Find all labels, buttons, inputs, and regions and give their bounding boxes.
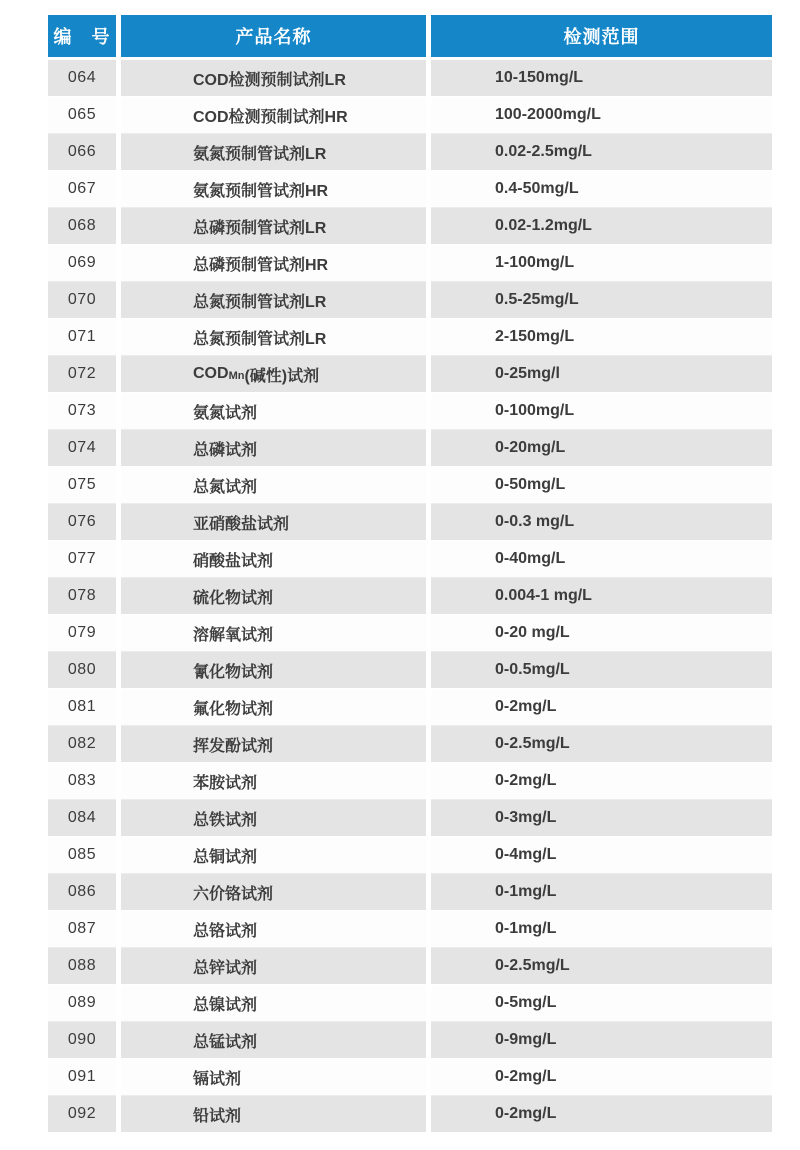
product-name: 氨氮预制管试剂HR (121, 171, 426, 207)
table-row (48, 282, 772, 318)
table-row (48, 874, 772, 910)
product-code: 079 (48, 615, 116, 651)
product-table (48, 15, 772, 1133)
detection-range: 1-100mg/L (431, 245, 772, 281)
product-code: 076 (48, 504, 116, 540)
product-code: 086 (48, 874, 116, 910)
detection-range: 0-20 mg/L (431, 615, 772, 651)
product-name: 硝酸盐试剂 (121, 541, 426, 577)
header-cell-code: 编 号 (48, 15, 116, 57)
table-row (48, 171, 772, 207)
product-code: 064 (48, 60, 116, 96)
product-code: 065 (48, 97, 116, 133)
product-name: 氨氮试剂 (121, 393, 426, 429)
product-name: 六价铬试剂 (121, 874, 426, 910)
product-code: 072 (48, 356, 116, 392)
table-row (48, 615, 772, 651)
product-name: 氨氮预制管试剂LR (121, 134, 426, 170)
product-code: 092 (48, 1096, 116, 1132)
table-row (48, 652, 772, 688)
product-name: COD检测预制试剂HR (121, 97, 426, 133)
product-code: 071 (48, 319, 116, 355)
product-name: 总磷预制管试剂LR (121, 208, 426, 244)
table-row (48, 134, 772, 170)
product-code: 084 (48, 800, 116, 836)
table-row (48, 60, 772, 96)
product-code: 073 (48, 393, 116, 429)
product-name: 总铜试剂 (121, 837, 426, 873)
product-code: 074 (48, 430, 116, 466)
detection-range: 0-2.5mg/L (431, 726, 772, 762)
product-name: 苯胺试剂 (121, 763, 426, 799)
detection-range: 0-50mg/L (431, 467, 772, 503)
product-name: 挥发酚试剂 (121, 726, 426, 762)
product-name: 镉试剂 (121, 1059, 426, 1095)
table-row (48, 578, 772, 614)
product-code: 089 (48, 985, 116, 1021)
detection-range: 0.4-50mg/L (431, 171, 772, 207)
product-code: 070 (48, 282, 116, 318)
table-row (48, 763, 772, 799)
product-name: 氟化物试剂 (121, 689, 426, 725)
detection-range: 0-100mg/L (431, 393, 772, 429)
table-row (48, 356, 772, 392)
product-code: 068 (48, 208, 116, 244)
product-code: 081 (48, 689, 116, 725)
product-code: 066 (48, 134, 116, 170)
product-code: 067 (48, 171, 116, 207)
table-row (48, 911, 772, 947)
table-row (48, 467, 772, 503)
product-name: 总磷试剂 (121, 430, 426, 466)
detection-range: 0-4mg/L (431, 837, 772, 873)
table-row (48, 948, 772, 984)
table-row (48, 97, 772, 133)
detection-range: 0-1mg/L (431, 874, 772, 910)
detection-range: 0-25mg/l (431, 356, 772, 392)
table-row (48, 689, 772, 725)
product-name: 溶解氧试剂 (121, 615, 426, 651)
detection-range: 0-0.5mg/L (431, 652, 772, 688)
detection-range: 0-0.3 mg/L (431, 504, 772, 540)
detection-range: 0-2.5mg/L (431, 948, 772, 984)
product-name: COD检测预制试剂LR (121, 60, 426, 96)
product-code: 069 (48, 245, 116, 281)
product-code: 087 (48, 911, 116, 947)
product-name: 总铬试剂 (121, 911, 426, 947)
product-name: 总氮预制管试剂LR (121, 282, 426, 318)
detection-range: 0-20mg/L (431, 430, 772, 466)
product-code: 082 (48, 726, 116, 762)
detection-range: 0-5mg/L (431, 985, 772, 1021)
detection-range: 0.02-2.5mg/L (431, 134, 772, 170)
detection-range: 0-1mg/L (431, 911, 772, 947)
table-row (48, 541, 772, 577)
product-code: 090 (48, 1022, 116, 1058)
detection-range: 0.5-25mg/L (431, 282, 772, 318)
header-cell-product-name: 产品名称 (121, 15, 426, 57)
product-code: 083 (48, 763, 116, 799)
product-code: 085 (48, 837, 116, 873)
table-row (48, 393, 772, 429)
product-name: 总铁试剂 (121, 800, 426, 836)
product-name: 总磷预制管试剂HR (121, 245, 426, 281)
product-code: 075 (48, 467, 116, 503)
table-row (48, 504, 772, 540)
product-name: 亚硝酸盐试剂 (121, 504, 426, 540)
product-name: 总锌试剂 (121, 948, 426, 984)
detection-range: 0-2mg/L (431, 689, 772, 725)
product-code: 077 (48, 541, 116, 577)
detection-range: 0-9mg/L (431, 1022, 772, 1058)
product-name: 硫化物试剂 (121, 578, 426, 614)
table-row (48, 800, 772, 836)
product-name: 铅试剂 (121, 1096, 426, 1132)
detection-range: 0.004-1 mg/L (431, 578, 772, 614)
table-row (48, 430, 772, 466)
detection-range: 10-150mg/L (431, 60, 772, 96)
product-name: 总锰试剂 (121, 1022, 426, 1058)
table-row (48, 1096, 772, 1132)
product-name: 总镍试剂 (121, 985, 426, 1021)
detection-range: 100-2000mg/L (431, 97, 772, 133)
product-code: 091 (48, 1059, 116, 1095)
table-row (48, 319, 772, 355)
table-row (48, 985, 772, 1021)
detection-range: 0-40mg/L (431, 541, 772, 577)
table-row (48, 837, 772, 873)
product-name: COD Mn (碱性)试剂 (121, 356, 426, 392)
product-code: 078 (48, 578, 116, 614)
table-row (48, 1022, 772, 1058)
header-cell-detection-range: 检测范围 (431, 15, 772, 57)
product-name: 总氮试剂 (121, 467, 426, 503)
table-row (48, 1059, 772, 1095)
detection-range: 2-150mg/L (431, 319, 772, 355)
product-code: 088 (48, 948, 116, 984)
detection-range: 0-2mg/L (431, 1096, 772, 1132)
product-code: 080 (48, 652, 116, 688)
table-row (48, 245, 772, 281)
table-body (48, 60, 772, 1132)
product-name: 总氮预制管试剂LR (121, 319, 426, 355)
product-name: 氰化物试剂 (121, 652, 426, 688)
detection-range: 0-3mg/L (431, 800, 772, 836)
table-row (48, 726, 772, 762)
detection-range: 0-2mg/L (431, 763, 772, 799)
table-header-row (48, 15, 772, 57)
detection-range: 0.02-1.2mg/L (431, 208, 772, 244)
detection-range: 0-2mg/L (431, 1059, 772, 1095)
table-row (48, 208, 772, 244)
